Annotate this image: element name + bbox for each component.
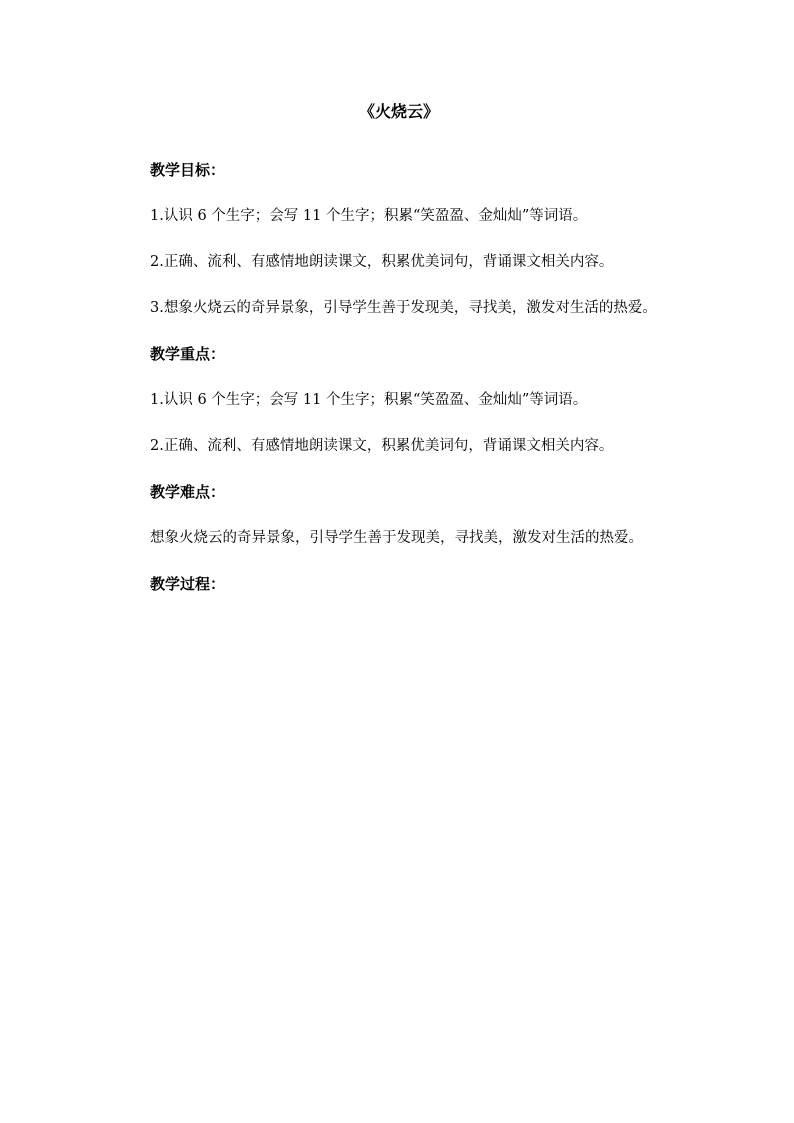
objective-item-3: 3.想象火烧云的奇异景象，引导学生善于发现美，寻找美，激发对生活的热爱。 (150, 300, 657, 316)
key-point-item-1: 1.认识 6 个生字；会写 11 个生字；积累“笑盈盈、金灿灿”等词语。 (150, 392, 588, 408)
document-title: 《火烧云》 (358, 102, 439, 121)
section-heading-key-points: 教学重点： (150, 345, 226, 363)
objective-item-2: 2.正确、流利、有感情地朗读课文，积累优美词句，背诵课文相关内容。 (150, 254, 614, 270)
difficulty-item-1: 想象火烧云的奇异景象，引导学生善于发现美，寻找美，激发对生活的热爱。 (150, 530, 643, 546)
document-body (120, 92, 678, 596)
section-heading-objectives: 教学目标： (150, 161, 226, 179)
objective-item-1: 1.认识 6 个生字；会写 11 个生字；积累“笑盈盈、金灿灿”等词语。 (150, 208, 588, 224)
key-point-item-2: 2.正确、流利、有感情地朗读课文，积累优美词句，背诵课文相关内容。 (150, 438, 614, 454)
section-heading-difficulties: 教学难点： (150, 483, 226, 501)
section-heading-process: 教学过程： (150, 575, 226, 593)
